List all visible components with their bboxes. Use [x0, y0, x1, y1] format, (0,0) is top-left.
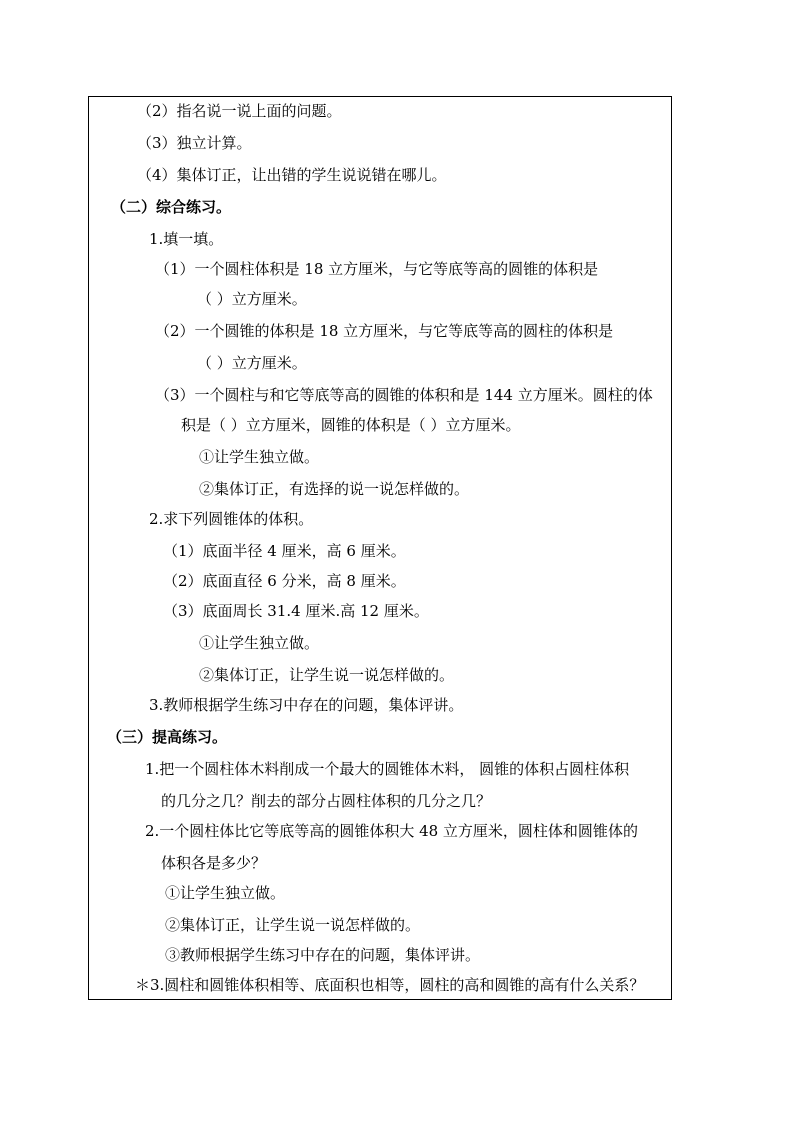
- advanced-item-2: 2.一个圆柱体比它等底等高的圆锥体积大 48 立方厘米，圆柱体和圆锥体的: [145, 822, 638, 840]
- exercise-2-note-2: ②集体订正，让学生说一说怎样做的。: [199, 666, 455, 684]
- exercise-2-note-1: ①让学生独立做。: [199, 634, 320, 652]
- exercise-1-note-1: ①让学生独立做。: [199, 448, 320, 466]
- lesson-table-cell: [88, 96, 672, 1000]
- exercise-1-item-2: （2）一个圆锥的体积是 18 立方厘米，与它等底等高的圆柱的体积是: [155, 322, 614, 340]
- exercise-1-item-1: （1）一个圆柱体积是 18 立方厘米，与它等底等高的圆锥的体积是: [155, 260, 599, 278]
- advanced-item-1: 1.把一个圆柱体木料削成一个最大的圆锥体木料， 圆锥的体积占圆柱体积: [145, 760, 630, 778]
- exercise-1-item-3-cont: 积是（ ）立方厘米，圆锥的体积是（ ）立方厘米。: [181, 416, 521, 434]
- exercise-1-note-2: ②集体订正，有选择的说一说怎样做的。: [199, 480, 470, 498]
- exercise-1-item-2-blank: （ ）立方厘米。: [197, 354, 307, 372]
- advanced-item-3: ＊3.圆柱和圆锥体积相等、底面积也相等，圆柱的高和圆锥的高有什么关系？: [135, 976, 645, 994]
- exercise-1-item-3: （3）一个圆柱与和它等底等高的圆锥的体积和是 144 立方厘米。圆柱的体: [155, 386, 653, 404]
- section-heading-advanced-practice: （三）提高练习。: [107, 728, 228, 746]
- advanced-note-1: ①让学生独立做。: [165, 884, 286, 902]
- exercise-1-item-1-blank: （ ）立方厘米。: [197, 290, 307, 308]
- advanced-note-3: ③教师根据学生练习中存在的问题，集体评讲。: [165, 946, 481, 964]
- exercise-2-item-3: （3）底面周长 31.4 厘米.高 12 厘米。: [163, 602, 429, 620]
- step-3-text: （3）独立计算。: [137, 134, 252, 152]
- section-heading-comprehensive-practice: （二）综合练习。: [111, 198, 232, 216]
- exercise-1-heading: 1.填一填。: [149, 230, 224, 248]
- exercise-2-item-2: （2）底面直径 6 分米，高 8 厘米。: [163, 572, 406, 590]
- step-2-text: （2）指名说一说上面的问题。: [137, 102, 342, 120]
- advanced-item-2-cont: 体积各是多少？: [161, 854, 267, 872]
- advanced-note-2: ②集体订正，让学生说一说怎样做的。: [165, 916, 421, 934]
- step-4-text: （4）集体订正，让出错的学生说说错在哪儿。: [137, 166, 447, 184]
- exercise-2-item-1: （1）底面半径 4 厘米，高 6 厘米。: [163, 542, 406, 560]
- exercise-3-text: 3.教师根据学生练习中存在的问题，集体评讲。: [149, 696, 464, 714]
- advanced-item-1-cont: 的几分之几？削去的部分占圆柱体积的几分之几？: [161, 792, 492, 810]
- exercise-2-heading: 2.求下列圆锥体的体积。: [149, 510, 314, 528]
